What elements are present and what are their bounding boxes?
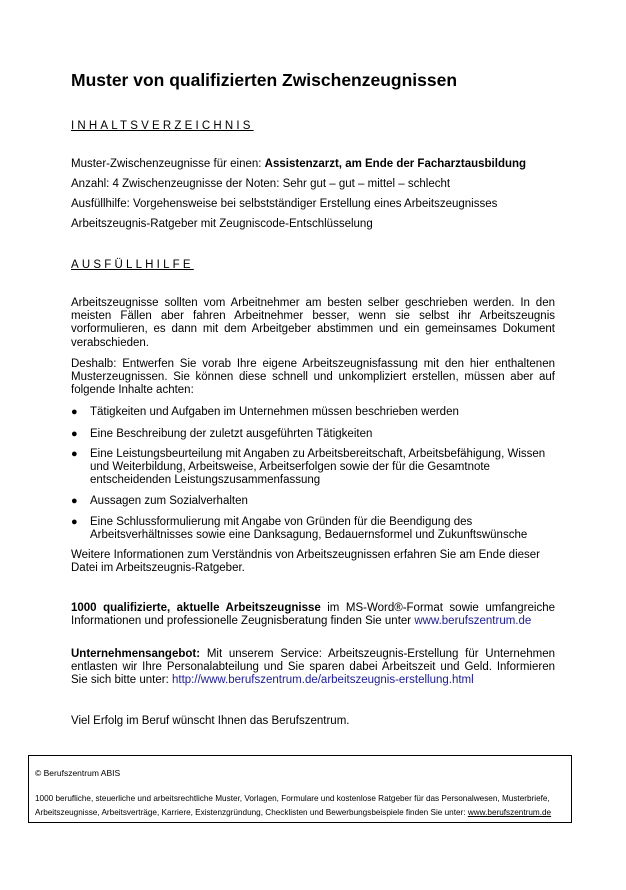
company-offer-label: Unternehmensangebot: <box>71 648 201 660</box>
closing-line: Viel Erfolg im Beruf wünscht Ihnen das Berufszentrum. <box>71 715 350 727</box>
document-title: Muster von qualifizierten Zwischenzeugnissen <box>71 70 458 90</box>
help-paragraph-more-info: Weitere Informationen zum Verständnis von Arbeitszeugnissen erfahren Sie am Ende dieser Datei im Arbeitszeugnis-Ratgeber. <box>71 549 540 575</box>
help-paragraph-instructions: Deshalb: Entwerfen Sie vorab Ihre eigene Arbeitszeugnisfassung mit den hier enthaltenen Musterzeugnissen. Sie können diese schnell und unkompliziert erstellen, müssen aber auf folgende Inhalte achten: <box>71 358 555 397</box>
list-item <box>71 428 555 442</box>
offer-link[interactable]: www.berufszentrum.de <box>414 615 532 628</box>
bullet-icon: ● <box>71 448 78 460</box>
bullet-icon: ● <box>71 428 78 440</box>
footer-description-line-2 <box>35 808 551 817</box>
footer-description-text: Arbeitszeugnisse, Arbeitsverträge, Karriere, Existenzgründung, Checklisten und Bewerbungsbeispiele finden Sie unter: <box>35 808 468 817</box>
toc-heading: INHALTSVERZEICHNIS <box>71 120 254 132</box>
company-offer-link[interactable]: http://www.berufszentrum.de/arbeitszeugnis-erstellung.html <box>172 674 474 687</box>
toc-line-help: Ausfüllhilfe: Vorgehensweise bei selbstständiger Erstellung eines Arbeitszeugnisses <box>71 198 498 210</box>
list-item <box>71 406 555 420</box>
list-item-text: Aussagen zum Sozialverhalten <box>90 495 248 507</box>
list-item <box>71 448 555 488</box>
list-item <box>71 516 555 544</box>
footer-copyright: © Berufszentrum ABIS <box>35 768 121 778</box>
list-item <box>71 495 555 509</box>
bullet-icon: ● <box>71 406 78 418</box>
toc-line-profession <box>71 158 526 170</box>
list-item-text: Eine Schlussformulierung mit Angabe von Gründen für die Beendigung des Arbeitsverhältnisses sowie eine Danksagung, Bedauernsformel und Zukunftswünsche <box>90 516 528 542</box>
footer-link[interactable]: www.berufszentrum.de <box>467 808 552 817</box>
toc-line-guide: Arbeitszeugnis-Ratgeber mit Zeugniscode-Entschlüsselung <box>71 218 373 230</box>
help-paragraph-intro: Arbeitszeugnisse sollten vom Arbeitnehmer am besten selber geschrieben werden. In den meisten Fällen aber fahren Arbeitnehmer besser, wenn sie selbst ihr Arbeitszeugnis vorformulieren, es dann mit dem Arbeitgeber abstimmen und ein gemeinsames Dokument verabschieden. <box>71 297 555 349</box>
footer-description-line-1: 1000 berufliche, steuerliche und arbeitsrechtliche Muster, Vorlagen, Formulare und kostenlose Ratgeber für das Personalwesen, Musterbriefe, <box>35 794 550 803</box>
list-item-text: Eine Beschreibung der zuletzt ausgeführten Tätigkeiten <box>90 428 373 440</box>
list-item-text: Eine Leistungsbeurteilung mit Angaben zu Arbeitsbereitschaft, Arbeitsbefähigung, Wissen und Weiterbildung, Arbeitsweise, Arbeitserfolgen sowie der für die Gesamtnote entscheidenden Leistungszusammenfassung <box>90 448 546 487</box>
company-offer-paragraph <box>71 648 555 688</box>
offer-paragraph <box>71 602 555 628</box>
offer-text: im MS-Word®-Format sowie umfangreiche Informationen und professionelle Zeugnisberatung finden Sie unter <box>71 602 555 628</box>
toc-line-profession-label: Muster-Zwischenzeugnisse für einen: <box>71 158 265 170</box>
bullet-icon: ● <box>71 516 78 528</box>
bullet-icon: ● <box>71 495 78 507</box>
toc-line-profession-value: Assistenzarzt, am Ende der Facharztausbildung <box>264 158 527 170</box>
offer-highlight: 1000 qualifizierte, aktuelle Arbeitszeugnisse <box>71 602 321 614</box>
company-offer-text: Mit unserem Service: Arbeitszeugnis-Erstellung für Unternehmen entlasten wir Ihre Personalabteilung und Sie sparen dabei Arbeitszeit und Geld. Informieren Sie sich bitte unter: <box>71 648 555 687</box>
toc-line-count: Anzahl: 4 Zwischenzeugnisse der Noten: Sehr gut – gut – mittel – schlecht <box>71 178 451 190</box>
footer-box <box>28 755 572 823</box>
list-item-text: Tätigkeiten und Aufgaben im Unternehmen müssen beschrieben werden <box>90 406 459 418</box>
help-heading: AUSFÜLLHILFE <box>71 259 194 271</box>
